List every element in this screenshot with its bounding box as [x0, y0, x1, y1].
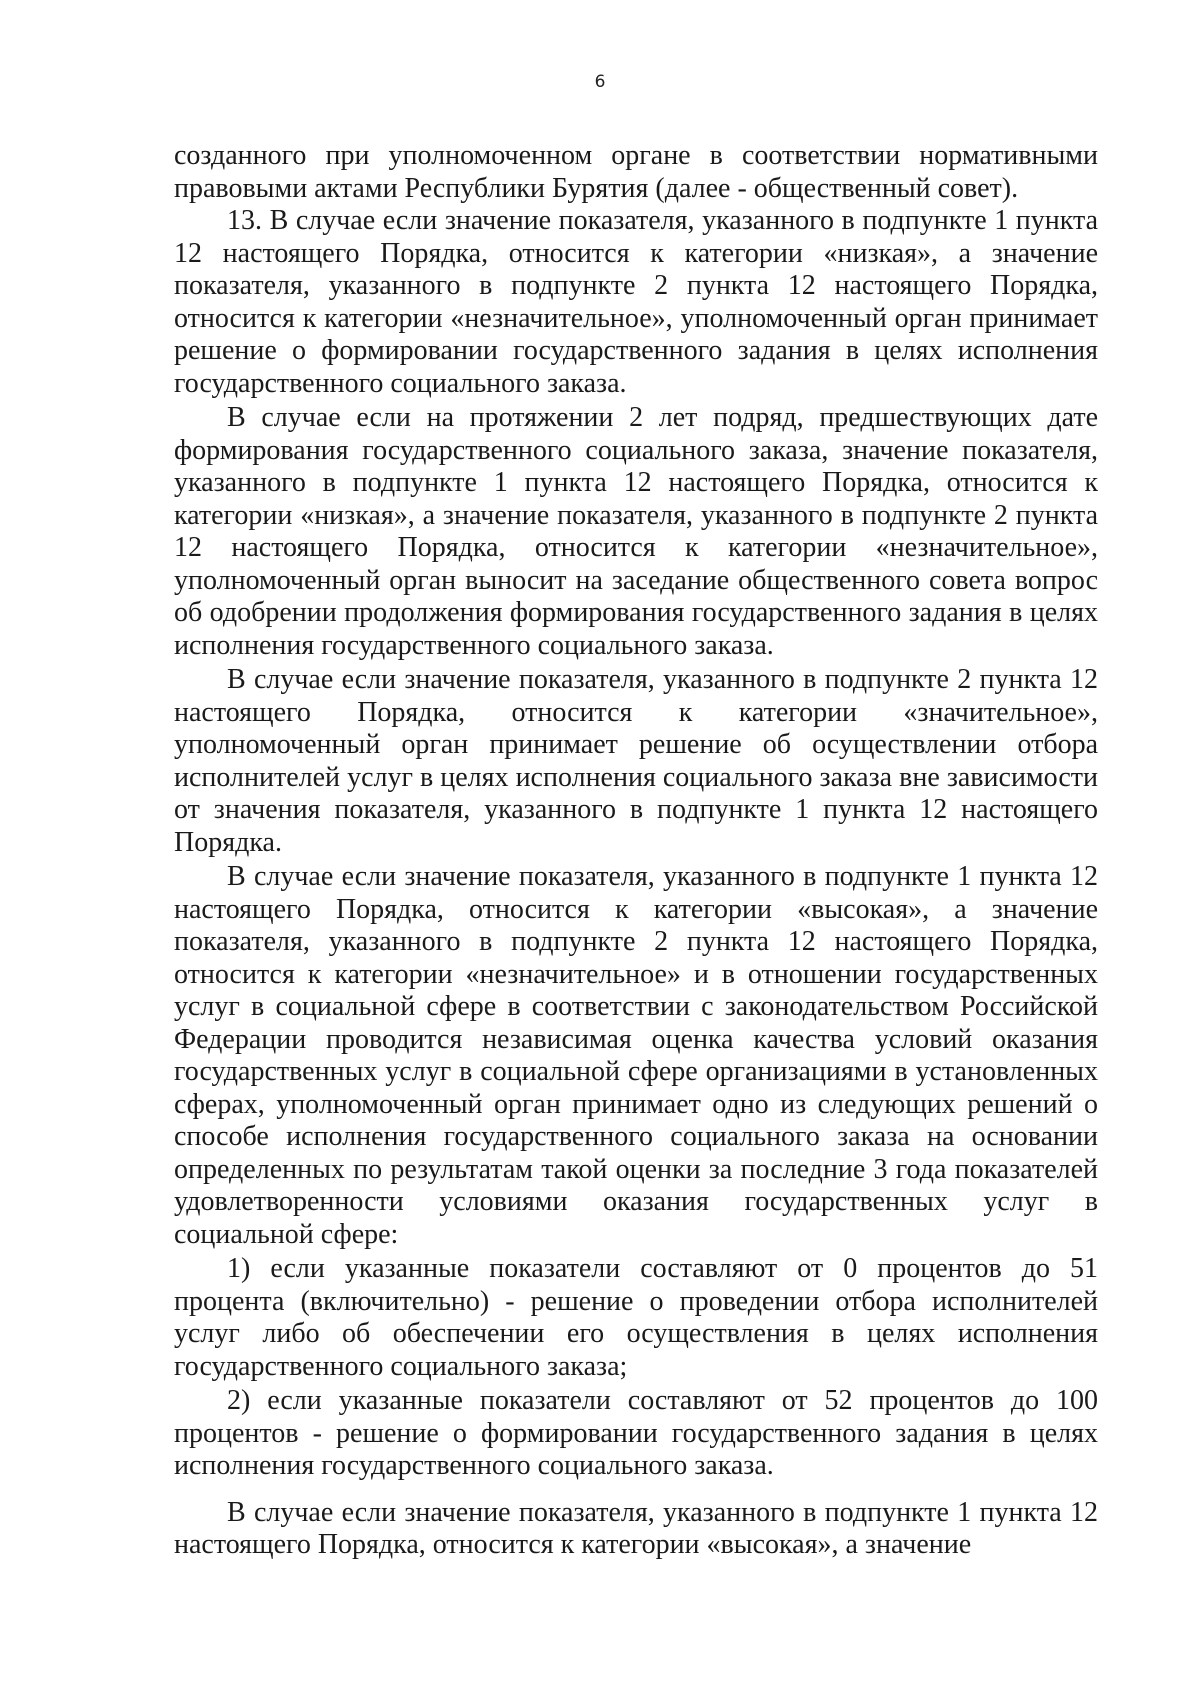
- list-item-2: 2) если указанные показатели составляют от 52 процентов до 100 процентов - решение о формировании государственного задания в целях исполнения государственного социального заказа.: [174, 1385, 1098, 1481]
- paragraph-significant: В случае если значение показателя, указанного в подпункте 2 пункта 12 настоящего Порядка, относится к категории «значительное», уполномоченный орган принимает решение об осуществлении отбора исполнителей услуг в целях исполнения социального заказа вне зависимости от значения показателя, указанного в подпункте 1 пункта 12 настоящего Порядка.: [174, 664, 1098, 858]
- page-number: 6: [594, 72, 606, 92]
- list-item-1: 1) если указанные показатели составляют от 0 процентов до 51 процента (включительно) - решение о проведении отбора исполнителей услуг либо об обеспечении его осуществления в целях исполнения государственного социального заказа;: [174, 1253, 1098, 1382]
- paragraph-two-years: В случае если на протяжении 2 лет подряд, предшествующих дате формирования государственного социального заказа, значение показателя, указанного в подпункте 1 пункта 12 настоящего Порядка, относится к категории «низкая», а значение показателя, указанного в подпункте 2 пункта 12 настоящего Порядка, относится к категории «незначительное», уполномоченный орган выносит на заседание общественного совета вопрос об одобрении продолжения формирования государственного задания в целях исполнения государственного социального заказа.: [174, 402, 1098, 661]
- paragraph-final: В случае если значение показателя, указанного в подпункте 1 пункта 12 настоящего Порядка, относится к категории «высокая», а значение: [174, 1496, 1098, 1560]
- document-body: [174, 140, 1098, 1562]
- paragraph-continuation: созданного при уполномоченном органе в соответствии нормативными правовыми актами Республики Бурятия (далее - общественный совет).: [174, 140, 1098, 204]
- paragraph-high: В случае если значение показателя, указанного в подпункте 1 пункта 12 настоящего Порядка, относится к категории «высокая», а значение показателя, указанного в подпункте 2 пункта 12 настоящего Порядка, относится к категории «незначительное» и в отношении государственных услуг в социальной сфере в соответствии с законодательством Российской Федерации проводится независимая оценка качества условий оказания государственных услуг в социальной сфере организациями в установленных сферах, уполномоченный орган принимает одно из следующих решений о способе исполнения государственного социального заказа на основании определенных по результатам такой оценки за последние 3 года показателей удовлетворенности условиями оказания государственных услуг в социальной сфере:: [174, 861, 1098, 1250]
- paragraph-item-13: 13. В случае если значение показателя, указанного в подпункте 1 пункта 12 настоящего Порядка, относится к категории «низкая», а значение показателя, указанного в подпункте 2 пункта 12 настоящего Порядка, относится к категории «незначительное», уполномоченный орган принимает решение о формировании государственного задания в целях исполнения государственного социального заказа.: [174, 205, 1098, 399]
